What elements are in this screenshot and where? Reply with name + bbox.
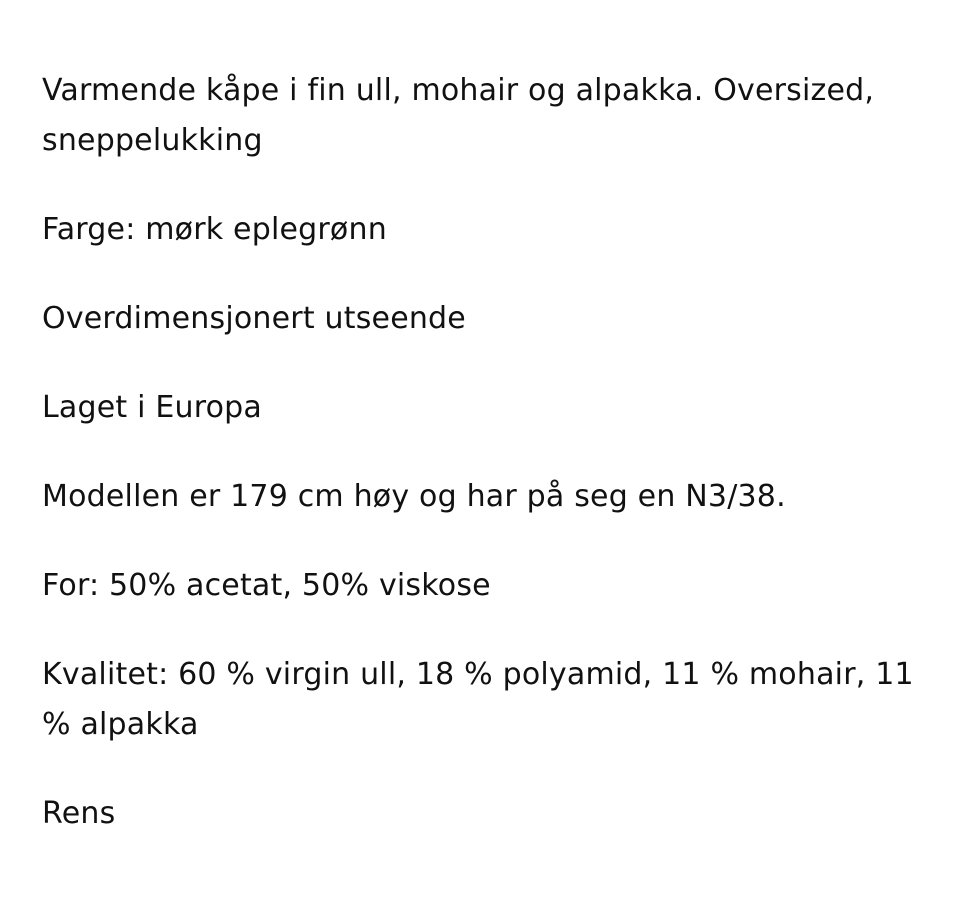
description-model-size: Modellen er 179 cm høy og har på seg en N3/38. — [42, 479, 786, 514]
description-fit: Overdimensjonert utseende — [42, 301, 466, 336]
description-lining: For: 50% acetat, 50% viskose — [42, 568, 491, 603]
description-care: Rens — [42, 796, 116, 831]
description-origin: Laget i Europa — [42, 390, 262, 425]
description-intro: Varmende kåpe i fin ull, mohair og alpakka. Oversized, sneppelukking — [42, 73, 875, 158]
product-description — [42, 66, 922, 878]
description-color: Farge: mørk eplegrønn — [42, 212, 387, 247]
description-material: Kvalitet: 60 % virgin ull, 18 % polyamid, 11 % mohair, 11 % alpakka — [42, 657, 914, 742]
